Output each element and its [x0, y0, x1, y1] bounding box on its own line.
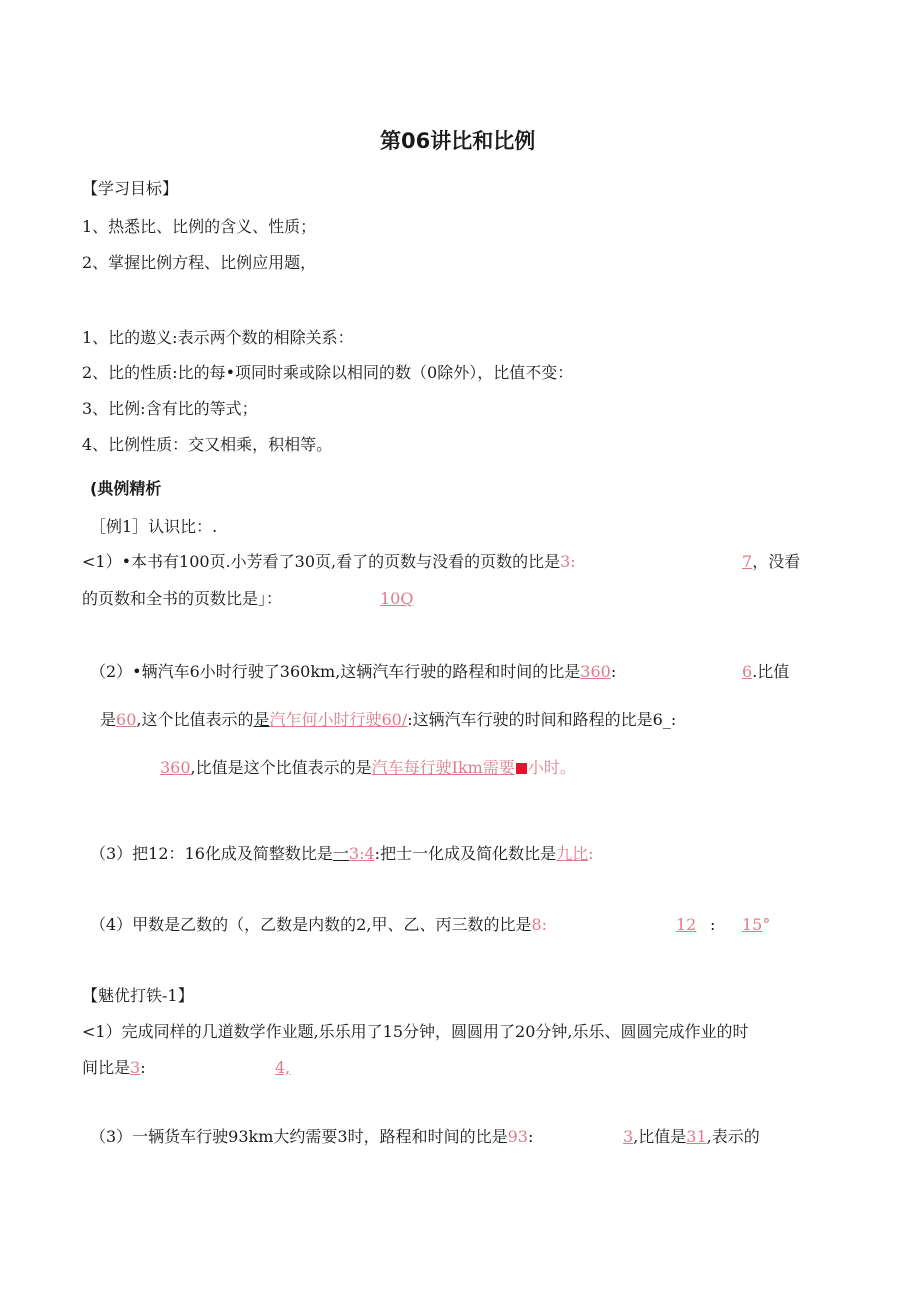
ex1-q4-answer-1: 8: [531, 915, 548, 934]
ex1-q4-text: （4）甲数是乙数的（，乙数是内数的2,甲、乙、丙三数的比是 [90, 915, 532, 934]
page-title: 第06讲比和比例 [380, 129, 536, 153]
ex1-q4-end-mark: ° [762, 915, 771, 934]
ex1-q1-answer-1: 3: [560, 552, 576, 571]
ex1-q2-line2 [100, 709, 676, 731]
practice-q1-line1: <1）完成同样的几道数学作业题,乐乐用了15分钟，圆圆用了20分钟,乐乐、圆圆完成作业的时 [82, 1022, 749, 1041]
ex1-q2-answer-1: 360 [580, 662, 611, 681]
ex1-q4-end [742, 914, 770, 936]
ex1-q3-text-b: :把士一化成及简化数比是 [374, 844, 557, 863]
ex1-q3-text-c: : [588, 844, 594, 863]
practice-q3-text-c: ,表示的 [706, 1127, 760, 1146]
practice-q3-text-b: ,比值是 [633, 1127, 687, 1146]
practice-q3-answer-3: 31 [686, 1127, 707, 1146]
practice-heading: 【魅优打铁-1】 [82, 986, 194, 1005]
ex1-q3-dash: 一 [332, 844, 349, 863]
ex1-q2-answer-6: 汽车每行驶Ikm需要 [371, 758, 515, 777]
practice-q3-text-a: （3）一辆货车行驶93km大约需要3时，路程和时间的比是 [90, 1127, 508, 1146]
ex1-q4-line [90, 914, 547, 936]
ex1-q1-line1-end [742, 551, 800, 573]
ex1-q1-answer-2: 7 [742, 552, 753, 571]
ex1-q2-line2-d: :这辆汽车行驶的时间和路程的比是6_: [407, 710, 677, 729]
ex1-q4-colon: : [710, 915, 716, 934]
point-1: 1、比的遨义:表示两个数的相除关系： [82, 328, 354, 347]
ex1-q3-answer-2: 九比 [556, 844, 589, 863]
practice-q1-answer-1: 3 [130, 1058, 141, 1077]
goal-item-2: 2、掌握比例方程、比例应用题， [82, 253, 317, 272]
ex1-q3-text-a: （3）把12：16化成及简整数比是 [90, 844, 333, 863]
practice-q3-line-end [623, 1126, 760, 1148]
point-4: 4、比例性质：交又相乘，积相等。 [82, 435, 333, 454]
practice-q3-answer-2: 3 [623, 1127, 634, 1146]
ex1-q2-colon: : [610, 662, 617, 681]
ex1-q2-answer-2: 6 [742, 662, 753, 681]
goal-item-1: 1、热悉比、比例的含义、性质； [82, 217, 317, 236]
practice-q1-answer-2: 4, [275, 1058, 291, 1077]
ex1-q1-text-end: ，没看 [752, 552, 801, 571]
point-2: 2、比的性质:比的每•项同时乘或除以相同的数（0除外），比值不变： [82, 363, 574, 382]
ex1-q2-answer-3: 60 [116, 710, 137, 729]
ex1-q2-answer-4: 汽乍何小时行驶60/ [269, 710, 408, 729]
red-square-mark [516, 763, 527, 774]
ex1-q1-text: <1）•本书有100页.小芳看了30页,看了的页数与没看的页数的比是 [82, 552, 561, 571]
ex1-q2-line2-a: 是 [100, 710, 117, 729]
practice-q1-text: 间比是 [82, 1058, 131, 1077]
goals-heading: 【学习目标】 [82, 179, 179, 198]
ex1-q4-answer-2: 12 [676, 915, 697, 934]
example-heading: ［例1］认识比：. [90, 517, 218, 536]
ex1-q1-line1 [82, 551, 576, 573]
ex1-q2-text-end: .比值 [752, 662, 790, 681]
ex1-q1-answer-3: 10Q [380, 589, 414, 608]
section-heading: (典例精析 [90, 479, 162, 498]
ex1-q2-line1-end [742, 661, 789, 683]
practice-q3-line [90, 1126, 533, 1148]
ex1-q2-line2-b: ,这个比值表示的 [136, 710, 254, 729]
ex1-q2-line2-c: 是 [253, 710, 270, 729]
ex1-q2-line3-a: ,比值是这个比值表示的是 [190, 758, 372, 777]
practice-q3-answer-1: 93 [507, 1127, 528, 1146]
ex1-q1-line2: 的页数和全书的页数比是」： [82, 589, 283, 608]
point-3: 3、比例:含有比的等式； [82, 399, 258, 418]
ex1-q4-answer-3: 15 [742, 915, 763, 934]
practice-q3-colon: : [527, 1127, 534, 1146]
ex1-q2-answer-5: 360 [160, 758, 191, 777]
ex1-q3-answer-1: 3:4 [348, 844, 375, 863]
ex1-q3-line [90, 843, 593, 865]
practice-q1-colon: : [140, 1058, 146, 1077]
ex1-q2-line3 [160, 757, 576, 779]
ex1-q2-line3-b: 小时。 [527, 758, 576, 777]
practice-q1-line2 [82, 1057, 146, 1079]
ex1-q2-text: （2）•辆汽车6小时行驶了360km,这辆汽车行驶的路程和时间的比是 [90, 662, 581, 681]
ex1-q2-line1 [90, 661, 616, 683]
